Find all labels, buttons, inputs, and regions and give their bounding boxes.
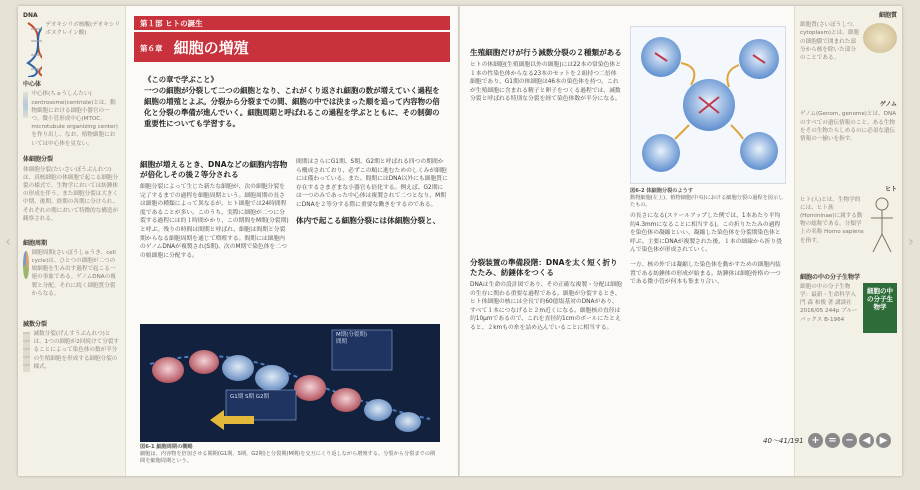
right-column-2 [630,212,786,452]
section-text-cell-cycle: 細胞分裂によって生じた新たな細胞が、次の細胞分裂を完了するまでの過程を細胞周期という。細胞周期の長さは細胞の種類によって異なるが、ヒト細胞では24時間程度であることが多い。このうち、実際に細胞が二つに分裂する過程には約１時間かかり、この期間をM期(分裂期)と呼ぶ。残りの時間は間期と呼ばれ、細胞は間期と分裂期からなる細胞周期を通じて増殖する。間期には細胞内のゲノムDNAが複製され(S期)、次のM期で染色体を二つの娘細胞に分配する。 [140,184,289,259]
margin-note-dna[interactable]: DNA デオキシリボ核酸(デオキシリボヌクレイン酸) [23,12,120,77]
section-text-chromosome-condensation: の長さになる(スケールアップした例では、1本あたり平均約4.3mmになることに相当する)。この折りたたみの過程を染色体の凝縮といい、凝縮した染色体を分裂期染色体と呼ぶ。主要にDNAが複製された後、１本の細線から折り畳んで染色体が形成されていく。 [630,213,783,254]
margin-note-centrosome[interactable]: 中心体 中心体(ちゅうしんたい) centrosome(centriole)とは、動物細胞における細胞小器官の一つ。微小管形成中心(MTOC, microtubule organizing center)を作り出し、なお、植物細胞においては中心体を見ない。 [23,81,118,147]
phase-label-interphase: 間期 [336,339,348,345]
book-cover-image: 細胞の中の分子生物学 [863,283,897,333]
phase-label-s: S期 [245,394,255,400]
prev-page-arrow-icon[interactable]: ‹ [5,234,11,250]
right-margin-notes [794,6,902,476]
phase-label-g2: G2期 [255,394,270,400]
section-heading-condensation: 分裂装置の準備段階：DNAを太く短く折りたたみ、紡錘体をつくる [470,258,618,277]
right-page-body [464,6,790,476]
cell-cycle-thumbnail [23,251,29,279]
margin-note-somatic-division[interactable]: 体細胞分裂 体細胞分裂(たいさいぼうぶんれつ)は、真核細胞の体細胞で起こる細胞分裂の様式で、生物学においては紡錘体の形成を伴う。また細胞分裂は大きく中期、後期、終期の各期に分けられ、それぞれの期において特徴的な構造が観察される。 [23,156,119,222]
zoom-in-button[interactable]: + [808,433,823,448]
next-page-button[interactable]: ▶ [876,433,891,448]
part-label: 第１部 ヒトの誕生 [134,16,450,30]
intro-heading: 《この章で学ぶこと》 [144,75,218,84]
meiosis-thumbnail [23,332,30,372]
prev-page-button[interactable]: ◀ [859,433,874,448]
chapter-header [134,32,450,62]
mitosis-diagram [631,27,786,184]
left-column-2 [296,158,448,320]
margin-note-book[interactable]: 細胞の中の分子生物学 細胞の中の分子生物学：最新・生命科学入門 森 和俊 著 講談社 2016/05 244p ブルーバックス B-1964 細胞の中の分子生物学 [800,274,897,347]
dna-helix-icon [23,21,42,77]
figure-cell-cycle [140,324,440,442]
phase-label-g1: G1期 [230,394,244,400]
phase-label-m: M期(分裂期) [336,332,368,338]
intro-text: 一つの細胞が分裂して二つの細胞となり、これがくり返され細胞の数が増えていく過程を細胞の増殖とよぶ。分裂から分裂までの間、細胞の中では決まった順を追って内容物の倍化と分裂の準備が進んでいく。細胞周期と呼ばれるこの過程を学ぶとともに、その制御の重要性についても学習する。 [144,86,440,128]
human-figure-icon [867,196,897,256]
section-text-spindle: 一方、核の外では凝縮した染色体を動かすための細胞内装置である紡錘体の形成が始まる。紡錘体は細胞骨格の一つである微小管が何本も集まり合い、 [630,261,781,286]
cell-cycle-diagram [140,324,440,442]
section-heading-cell-growth: 細胞が増えるとき、DNAなどの細胞内容物が倍化しその後２等分される [140,160,288,179]
left-page [18,6,460,476]
figure-6-1-caption: 図6-1 細胞周期の概略 細胞は、内容物を倍加させる間期(G1期、S期、G2期)と分裂期(M期)を交互にくり返しながら増殖する。分裂から分裂までの期間を細胞周期という。 [140,444,436,464]
figure-6-2-caption: 図6-2 体細胞分裂のようす 動物細胞(左上)、植物細胞(中央)における細胞分裂の過程を図示したもの。 [630,188,784,208]
left-margin-notes [18,6,126,476]
margin-note-genome[interactable]: ゲノム ゲノム(Genom, genome)とは、DNAのすべての遺伝情報のこと。ある生物をその生物たらしめるのに必須な遺伝情報の一揃いを指す。 [800,101,897,143]
chapter-title: 細胞の増殖 [173,39,249,57]
right-page [460,6,902,476]
section-heading-meiosis: 生殖細胞だけが行う減数分裂の２種類がある [470,48,622,57]
right-column-1 [470,46,622,252]
cytoplasm-thumbnail [863,23,897,53]
fit-page-button[interactable]: = [825,433,840,448]
section-text-interphase: 間期はさらにG1期、S期、G2期と呼ばれる四つの期間から構成されており、必ずこの順に進むためのしくみが細胞には備わっている。また、間期にはDNA以外にも細胞質に存在するさまざまな小器官も倍化する。例えば、G2期には一つのみであった中心体は複製されて二つとなり、M期にDNAを２等分する際に重要な働きをするのである。 [296,159,448,208]
margin-note-cytoplasm[interactable]: 細胞質 細胞質(さいぼうしつ、cytoplasm)とは、細胞の細胞膜で囲まれた部分から核を除いた部分のことである。 [800,12,897,62]
section-heading-division-types: 体内で起こる細胞分裂には体細胞分裂と、 [296,215,441,225]
chapter-number: 第６章 [140,44,163,53]
chapter-intro [144,74,440,129]
left-page-body [130,6,456,476]
section-text-dna-length: DNAは生命の設計図であり、その正確な複製・分配は細胞の生存に関わる重要な過程である。細胞が分裂するとき、ヒト体細胞の核には全長で約60億塩基対のDNAがあり、すべて１本につなげると２m近くになる。細胞核の直径は約10μmであるので、これを直径約1cmのボールにたとえると、２kmもの糸を詰め込んでいることに相当する。 [470,282,622,331]
margin-note-cell-cycle[interactable]: 細胞周期 細胞周期(さいぼうしゅうき、cell cycle)は、ひとつの細胞が二つの娘細胞を生み出す過程で起こる一連の事象である。ゲノムDNAの複製と分配、それに続く細胞質分裂からなる。 [23,239,116,297]
centrosome-thumbnail [23,92,28,118]
margin-note-human[interactable]: ヒト ヒト(人)とは、生物学的には、ヒト族(Homininae)に属する動物の総称である。分類学上の名称 Homo sapiens を指す。 [800,186,897,269]
page-indicator: 40〜41/191 [763,437,804,445]
next-page-arrow-icon[interactable]: › [908,234,914,250]
margin-note-meiosis[interactable]: 減数分裂 減数分裂(げんすうぶんれつ)とは、1つの細胞が2回続けて分裂することによって染色体の数が半分の生殖細胞を形成する細胞分裂の様式。 [23,321,120,390]
section-text-chromosomes: ヒトの体細胞(生殖細胞以外の細胞)には22本の常染色体と１本の性染色体からなる23本のセットを２組持つ二倍体細胞であり、G1期の体細胞は46本の染色体を持つ。これが生殖細胞に含まれる精子と卵子をつくる過程では、減数分裂と呼ばれる特別な分裂を経て染色体数が半分になる。 [470,62,622,103]
figure-mitosis [630,26,786,184]
left-column-1 [140,158,290,320]
right-column-1b [470,256,622,452]
zoom-out-button[interactable]: − [842,433,857,448]
